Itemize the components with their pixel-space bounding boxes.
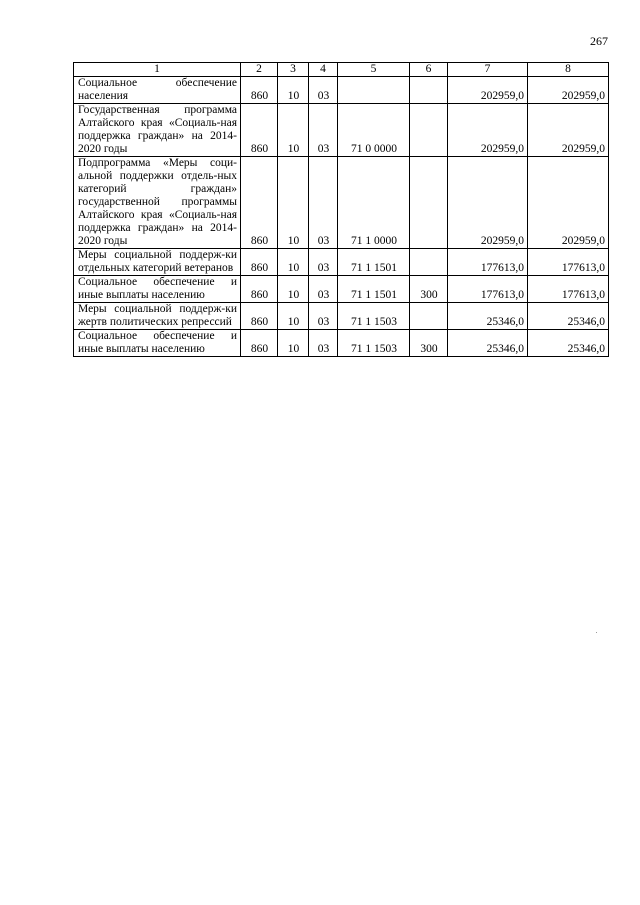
cell-admin: 860	[241, 157, 278, 249]
cell-amount-2: 177613,0	[528, 249, 609, 276]
column-header: 6	[410, 63, 448, 77]
cell-subsection: 03	[309, 104, 338, 157]
column-header: 2	[241, 63, 278, 77]
column-header: 7	[448, 63, 528, 77]
cell-target-article: 71 1 1501	[338, 276, 410, 303]
cell-section: 10	[278, 77, 309, 104]
cell-section: 10	[278, 330, 309, 357]
cell-section: 10	[278, 104, 309, 157]
cell-amount-2: 177613,0	[528, 276, 609, 303]
cell-amount-1: 25346,0	[448, 330, 528, 357]
row-name: Социальное обеспечение населения	[74, 77, 241, 104]
cell-amount-2: 25346,0	[528, 303, 609, 330]
cell-section: 10	[278, 276, 309, 303]
row-name: Социальное обеспечение и иные выплаты населению	[74, 276, 241, 303]
cell-admin: 860	[241, 77, 278, 104]
cell-expense-type: 300	[410, 276, 448, 303]
cell-expense-type	[410, 104, 448, 157]
cell-subsection: 03	[309, 303, 338, 330]
cell-amount-1: 202959,0	[448, 157, 528, 249]
cell-target-article: 71 1 1503	[338, 303, 410, 330]
cell-amount-1: 202959,0	[448, 77, 528, 104]
cell-amount-1: 25346,0	[448, 303, 528, 330]
cell-amount-1: 177613,0	[448, 249, 528, 276]
cell-admin: 860	[241, 249, 278, 276]
cell-target-article: 71 0 0000	[338, 104, 410, 157]
cell-amount-1: 177613,0	[448, 276, 528, 303]
budget-table	[73, 62, 609, 357]
cell-expense-type	[410, 303, 448, 330]
column-header: 3	[278, 63, 309, 77]
cell-admin: 860	[241, 104, 278, 157]
table-row	[74, 303, 609, 330]
cell-amount-2: 202959,0	[528, 157, 609, 249]
cell-subsection: 03	[309, 157, 338, 249]
cell-amount-1: 202959,0	[448, 104, 528, 157]
header-row	[74, 63, 609, 77]
column-header: 5	[338, 63, 410, 77]
cell-admin: 860	[241, 330, 278, 357]
cell-amount-2: 202959,0	[528, 77, 609, 104]
cell-section: 10	[278, 303, 309, 330]
cell-target-article: 71 1 1501	[338, 249, 410, 276]
column-header: 4	[309, 63, 338, 77]
row-name: Социальное обеспечение и иные выплаты населению	[74, 330, 241, 357]
cell-target-article: 71 1 1503	[338, 330, 410, 357]
cell-amount-2: 202959,0	[528, 104, 609, 157]
cell-target-article	[338, 77, 410, 104]
cell-target-article: 71 1 0000	[338, 157, 410, 249]
row-name: Подпрограмма «Меры соци-альной поддержки отдель-ных категорий граждан» государственной программы Алтайского края «Социаль-ная поддержка граждан» на 2014-2020 годы	[74, 157, 241, 249]
table-row	[74, 104, 609, 157]
row-name: Меры социальной поддерж-ки отдельных категорий ветеранов	[74, 249, 241, 276]
cell-subsection: 03	[309, 249, 338, 276]
cell-subsection: 03	[309, 330, 338, 357]
row-name: Меры социальной поддерж-ки жертв политических репрессий	[74, 303, 241, 330]
cell-admin: 860	[241, 276, 278, 303]
table-row	[74, 157, 609, 249]
column-header: 1	[74, 63, 241, 77]
page-number: 267	[590, 34, 608, 48]
row-name: Государственная программа Алтайского края «Социаль-ная поддержка граждан» на 2014-2020 годы	[74, 104, 241, 157]
table-row	[74, 249, 609, 276]
table-row	[74, 276, 609, 303]
cell-amount-2: 25346,0	[528, 330, 609, 357]
cell-subsection: 03	[309, 276, 338, 303]
cell-expense-type	[410, 157, 448, 249]
cell-expense-type	[410, 77, 448, 104]
cell-section: 10	[278, 249, 309, 276]
cell-expense-type: 300	[410, 330, 448, 357]
table-row	[74, 77, 609, 104]
table-row	[74, 330, 609, 357]
cell-section: 10	[278, 157, 309, 249]
cell-admin: 860	[241, 303, 278, 330]
column-header: 8	[528, 63, 609, 77]
scan-speck	[596, 632, 597, 633]
cell-expense-type	[410, 249, 448, 276]
cell-subsection: 03	[309, 77, 338, 104]
